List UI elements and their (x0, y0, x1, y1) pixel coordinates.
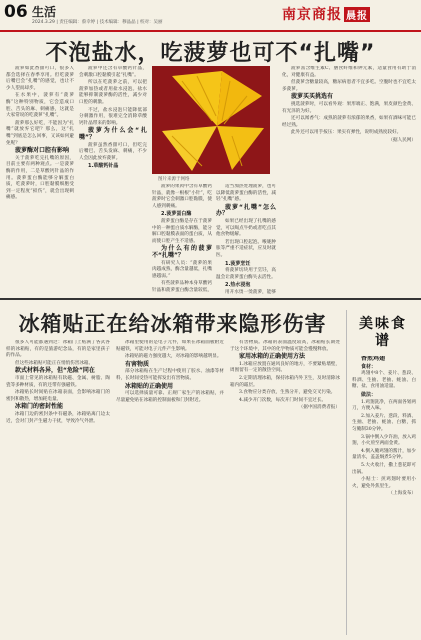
subhead: 冰箱贴的正确使用 (125, 382, 174, 390)
section-divider (0, 298, 421, 300)
pineapple-illustration (152, 66, 270, 174)
headline-pineapple: 不泡盐水，吃菠萝也可不“扎嘴” (45, 41, 376, 66)
editor-line: 2024.3.29 | 责任编辑：蔡幸婷 | 技术编辑：穆晶晶 | 校对：吴丽 (32, 20, 163, 25)
subhead: 菠萝买买挑选有 (291, 93, 334, 101)
article1-col3: 菠萝的果肉中含有草酸钙针晶，就像一根根“小针”，吃菠萝时它会刺激口腔黏膜，使人感到刺痛。 2.菠萝蛋白酶 菠萝蛋白酶是存在于菠萝中的一种蛋白质水解酶，能分解口腔黏膜表面的蛋白质，从而使口腔产生不适感。 为什么有的菠萝不“扎嘴”？ 有研究人员：“菠萝的果肉越成熟，酶含量越低，扎嘴感越弱。” 有些菠萝品种本身草酸钙针晶和菠萝蛋白酶含量较低， (152, 184, 212, 293)
page-header (0, 0, 421, 32)
article1-col2: 菠萝中还含有草酸钙针晶，会刺激口腔黏膜引起“扎嘴”。 所以在吃菠萝之前，可以把菠萝加热或者用盐水浸泡。盐水能够抑制菠萝酶的活性，减少对口腔的刺激。 不过，盐水浸泡只能降低部分刺激作用，很难完全消除草酸钙针晶带来的影响。 菠萝为什么会“扎嘴”？ 菠萝虽然香甜可口，但吃完后嘴巴、舌头发麻、刺痛，不少人会因此放弃菠萝。 1.草酸钙针晶 (79, 66, 147, 170)
subhead: 菠萝“扎嘴”怎么办？ (216, 203, 276, 218)
photo-caption: 图片来源于网络 (158, 177, 190, 182)
section-name: 生活 (32, 5, 57, 19)
article1-col1: 菠萝如此香甜可口，很多人都会选择在春季享用。但吃菠萝后嘴巴会“扎嘴”的感觉，也让不少人望而却步。 在水果中，菠萝有“菠萝酶”这种特别物质，它会造成口腔、舌头的麻、刺痛感，这就是大家常说的吃菠萝“扎嘴”。 菠萝那么好吃，不能因为“扎嘴”就放弃它吧？那么，这“扎嘴”到底是怎么回事，又该如何避免呢？ 菠萝酶对口腔有影响 关于菠萝吃完扎嘴的原因，目前主要有两种观点。一是菠萝酶的作用，二是草酸钙针晶的作用。菠萝蛋白酶能够分解蛋白质，吃菠萝时，口腔黏膜细胞受到一定程度“损伤”，就会出现刺痛感。 (6, 66, 74, 201)
recipe-box: 香煎鸡翅 食材： 鸡翅中8个、姜片、葱段、料酒、生抽、老抽、蚝油、白糖、盐、食用油适量。 做法： 1.鸡翅洗净，在两面各划两刀，方便入味。 2.加入姜片、葱段、料酒、生抽、老抽、蚝油、白糖，抓匀腌制30分钟。 3.锅中倒入少许油，放入鸡翅，小火煎至两面金黄。 4.倒入腌鸡翅的酱汁，加少量清水，盖盖焖煮5分钟。 5.大火收汁，撒上葱花即可出锅。 小贴士：煎鸡翅时要用小火，避免外焦里生。 （上海发布） (352, 356, 416, 497)
subhead: 菠萝酶对口腔有影响 (15, 147, 70, 155)
subhead: 家用冰箱的正确使用方法 (239, 353, 306, 361)
masthead (282, 4, 370, 24)
page-number: 06 (4, 2, 28, 22)
article2-col1: 很多人可能都遇到过：冰箱门上贴满了各式各样的冰箱贴，有的是旅游纪念品，有的是家里孩子的作品。 但这些冰箱贴可能正在悄悄伤害冰箱。 款式材料各异，但“危险”同在 市面上常见的冰箱贴有软磁、金属、树脂、陶瓷等多种材质，有的还带有强磁铁。 冰箱贴长时间贴在冰箱表面，会影响冰箱门的密封和散热，增加耗电量。 冰箱门的密封性能 冰箱门边的密封条中有磁条，冰箱贴离门边太近，会对门封产生磁力干扰，导致冷气外泄。 (6, 340, 110, 424)
subhead-minor: 2.菠萝蛋白酶 (161, 211, 192, 218)
author-credit: （据人民网） (388, 137, 416, 143)
subhead: 款式材料各异，但“危险”同在 (15, 367, 95, 375)
recipe-box-title: 美味食谱 (359, 316, 407, 349)
article2-col2: 冰箱里使用的是电子元件，如果在冰箱面板附近贴磁铁，可能对电子元件产生影响。 冰箱贴的磁力强度越大，对冰箱的影响越明显。 有害物质 部分冰箱贴在生产过程中使用了胶水、油漆等材料，长时间受热可能挥发出有害物质。 冰箱贴的正确使用 可以选择质量可靠、正规厂家生产的冰箱贴，并尽量避免贴在冰箱的控制面板和门封附近。 (116, 340, 224, 403)
author-credit: （上海发布） (388, 491, 416, 497)
author-credit: （据中国消费者报） (298, 405, 340, 411)
subhead: 冰箱门的密封性能 (15, 403, 64, 411)
paper-name: 南京商报 (282, 7, 342, 23)
subhead-minor: 1.草酸钙针晶 (88, 163, 119, 170)
article1-col4: 适当加热处理菠萝，也可以降低菠萝蛋白酶的活性，减轻“扎嘴”感。 菠萝“扎嘴”怎么办？ 如果已经出现了扎嘴的感觉，可以喝点牛奶或者吃点其他食物缓解。 若出现口腔起泡、喉咙肿胀等严重不适症状，应及时就医。 1.菠萝烹饪 将菠萝切块用于烹饪，高温会让菠萝蛋白酶失去活性。 2.热水浸泡 用开水烫一烫菠萝，能够 (216, 184, 276, 294)
subhead: 菠萝为什么会“扎嘴”？ (79, 127, 147, 141)
recipe-name: 香煎鸡翅 (361, 356, 386, 362)
pineapple-photo (152, 66, 270, 174)
paper-badge: 晨报 (344, 7, 370, 22)
article1-col5: 菠萝富含维生素C、膳食纤维和钾元素，适量食用有助于消化，对健康有益。 但菠萝含糖量较高，糖尿病患者不宜多吃。空腹时也不宜吃太多菠萝。 菠萝买买挑选有 挑选菠萝时，可以看外观：果形端正、饱满，果皮颜色金黄、有光泽的为好。 还可以闻香气：成熟的菠萝有浓郁的果香，如果有酒味可能已经过熟。 此外还可以用手按压：果实有弹性，说明成熟度较好。 （据人民网） (282, 66, 416, 143)
subhead: 有害物质 (125, 360, 150, 368)
subhead: 为什么有的菠萝不“扎嘴”？ (152, 245, 212, 259)
article2-col3: 有害物质。冰箱的表面温度较高，冰箱贴长期处于这个环境中，其中的化学物质可能会慢慢释放。 家用冰箱的正确使用方法 1.冰箱应放置在通风良好的地方，不要紧贴墙壁，周围留有一定的散热空间。 2.定期清理冰箱，保持冰箱内外卫生，及时清除冰箱内的霜层。 3.食物应分类存放，生熟分开，避免交叉污染。 4.减少开门次数，每次开门时间不宜过长。 （据中国消费者报） (230, 340, 340, 411)
headline-fridge-magnet: 冰箱贴正在给冰箱带来隐形伤害 (18, 312, 327, 336)
column-divider (346, 310, 347, 635)
